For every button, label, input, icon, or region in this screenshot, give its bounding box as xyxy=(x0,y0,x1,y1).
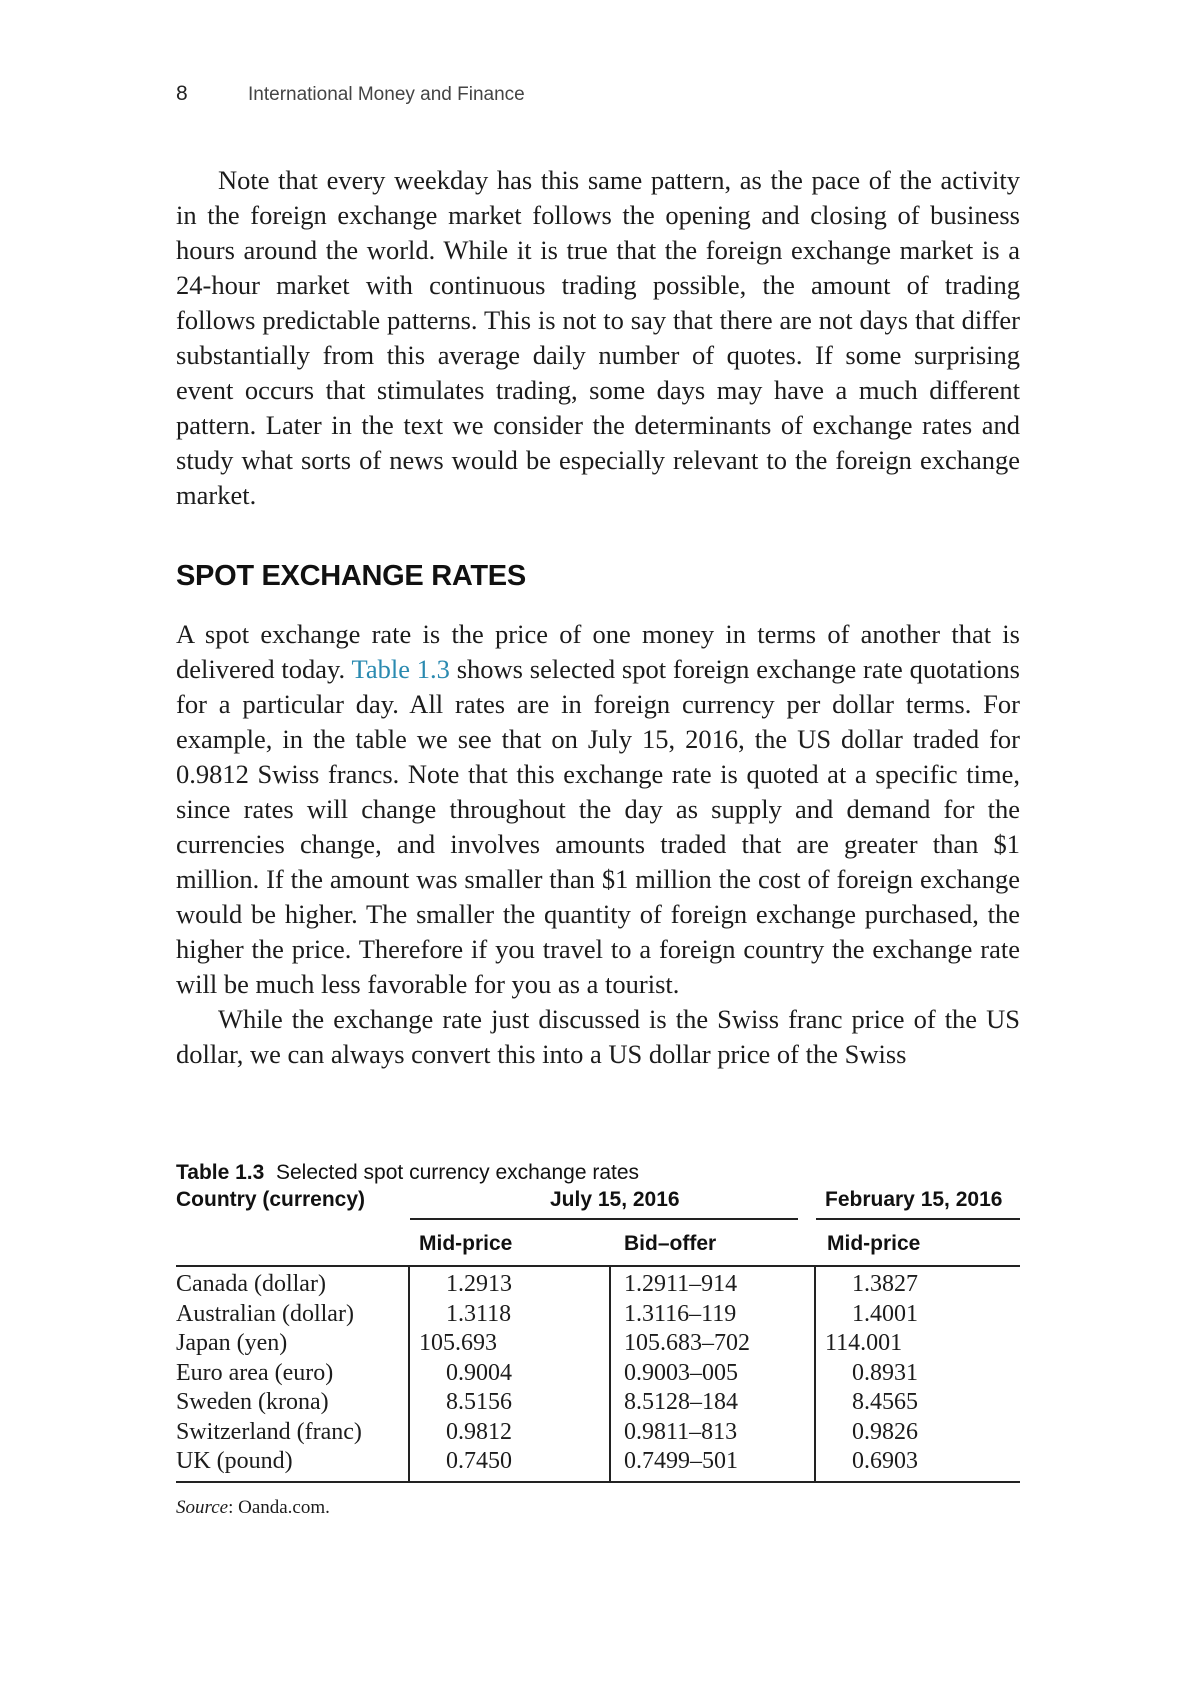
cell-country: Japan (yen) xyxy=(176,1330,288,1356)
paragraph-3-text: While the exchange rate just discussed is the Swiss franc price of the US dollar, we can always convert this into a US dollar price of the Swiss xyxy=(176,1004,1020,1069)
table-row xyxy=(176,1270,1020,1300)
cell-bid-offer: 1.2911–914 xyxy=(624,1271,738,1297)
table-1-3-link[interactable]: Table 1.3 xyxy=(351,654,450,684)
cell-country: Australian (dollar) xyxy=(176,1300,354,1327)
cell-bid-offer: 0.9003–005 xyxy=(624,1359,738,1386)
table-row xyxy=(176,1388,1020,1418)
cell-mid-february: 1.3827 xyxy=(852,1271,918,1297)
table-label: Table 1.3 xyxy=(176,1161,265,1184)
cell-country: UK (pound) xyxy=(176,1448,293,1474)
cell-mid-july: 1.3118 xyxy=(446,1300,512,1327)
paragraph-2-after-link: shows selected spot foreign exchange rate quotations for a particular day. All rates are in foreign currency per dollar terms. For example, in the table we see that on July 15, 2016, the US dollar traded for 0.9812 Swiss francs. Note that this exchange rate is quoted at a specific time, since rates will change throughout the day as supply and demand for the currencies change, and involves amounts traded that are greater than $1 million. If the amount was smaller than $1 million the cost of foreign exchange would be higher. The smaller the quantity of foreign exchange purchased, the higher the price. Therefore if you travel to a foreign country the exchange rate will be much less favorable for you as a tourist. xyxy=(176,654,1020,999)
section-heading: SPOT EXCHANGE RATES xyxy=(176,560,526,592)
table-row xyxy=(176,1447,1020,1477)
col-header-bid-offer: Bid–offer xyxy=(624,1232,717,1255)
table-caption-text: Selected spot currency exchange rates xyxy=(276,1161,640,1184)
table-row xyxy=(176,1418,1020,1448)
cell-mid-july: 0.9812 xyxy=(446,1418,512,1445)
table-header-row-1 xyxy=(176,1186,1020,1220)
cell-mid-july: 0.9004 xyxy=(446,1359,512,1386)
cell-mid-july: 8.5156 xyxy=(446,1389,512,1415)
exchange-rate-table xyxy=(176,1160,1020,1519)
cell-country: Sweden (krona) xyxy=(176,1389,329,1415)
col-header-mid-february: Mid-price xyxy=(827,1232,921,1255)
page-number: 8 xyxy=(176,82,188,105)
source-label: Source xyxy=(176,1496,229,1518)
cell-mid-february: 0.8931 xyxy=(852,1359,918,1386)
cell-mid-february: 1.4001 xyxy=(852,1300,918,1327)
running-header xyxy=(176,82,525,106)
cell-country: Switzerland (franc) xyxy=(176,1418,362,1445)
cell-mid-february: 114.001 xyxy=(825,1330,903,1356)
table-row xyxy=(176,1359,1020,1389)
table-source xyxy=(176,1497,1020,1519)
cell-mid-february: 0.9826 xyxy=(852,1418,918,1445)
cell-bid-offer: 105.683–702 xyxy=(624,1330,750,1356)
cell-mid-february: 0.6903 xyxy=(852,1448,918,1474)
cell-country: Euro area (euro) xyxy=(176,1359,334,1386)
table-caption xyxy=(176,1160,1020,1186)
table-bottom-rule xyxy=(176,1481,1020,1483)
col-header-country: Country (currency) xyxy=(176,1188,366,1211)
col-group-february: February 15, 2016 xyxy=(825,1188,1003,1211)
paragraph-1 xyxy=(176,163,1020,513)
paragraph-1-text: Note that every weekday has this same pattern, as the pace of the activity in the foreign exchange market follows the opening and closing of business hours around the world. While it is true that the foreign exchange market is a 24-hour market with continuous trading possible, the amount of trading follows predictable patterns. This is not to say that there are not days that differ substantially from this average daily number of quotes. If some surprising event occurs that stimulates trading, some days may have a much different pattern. Later in the text we consider the determinants of exchange rates and study what sorts of news would be especially relevant to the foreign exchange market. xyxy=(176,165,1020,510)
table-body xyxy=(176,1266,1020,1483)
col-header-mid-july: Mid-price xyxy=(419,1232,513,1255)
cell-mid-july: 1.2913 xyxy=(446,1271,512,1297)
cell-mid-july: 0.7450 xyxy=(446,1448,512,1474)
book-title: International Money and Finance xyxy=(248,84,525,105)
paragraph-2-before-link: A spot exchange rate is the price of one money in terms of another that is delivered today. xyxy=(176,619,1020,684)
cell-bid-offer: 8.5128–184 xyxy=(624,1389,738,1415)
table-header-row-2 xyxy=(176,1220,1020,1266)
cell-mid-february: 8.4565 xyxy=(852,1389,918,1415)
table-row xyxy=(176,1300,1020,1330)
paragraph-2-text xyxy=(176,617,1020,1002)
source-text: : Oanda.com. xyxy=(228,1496,330,1518)
col-group-july: July 15, 2016 xyxy=(550,1188,680,1211)
table-row xyxy=(176,1329,1020,1359)
cell-mid-july: 105.693 xyxy=(419,1330,497,1356)
cell-bid-offer: 0.7499–501 xyxy=(624,1448,738,1474)
table-rows xyxy=(176,1270,1020,1477)
cell-bid-offer: 1.3116–119 xyxy=(624,1300,737,1327)
cell-bid-offer: 0.9811–813 xyxy=(624,1418,738,1445)
paragraph-2 xyxy=(176,617,1020,1072)
cell-country: Canada (dollar) xyxy=(176,1271,326,1297)
